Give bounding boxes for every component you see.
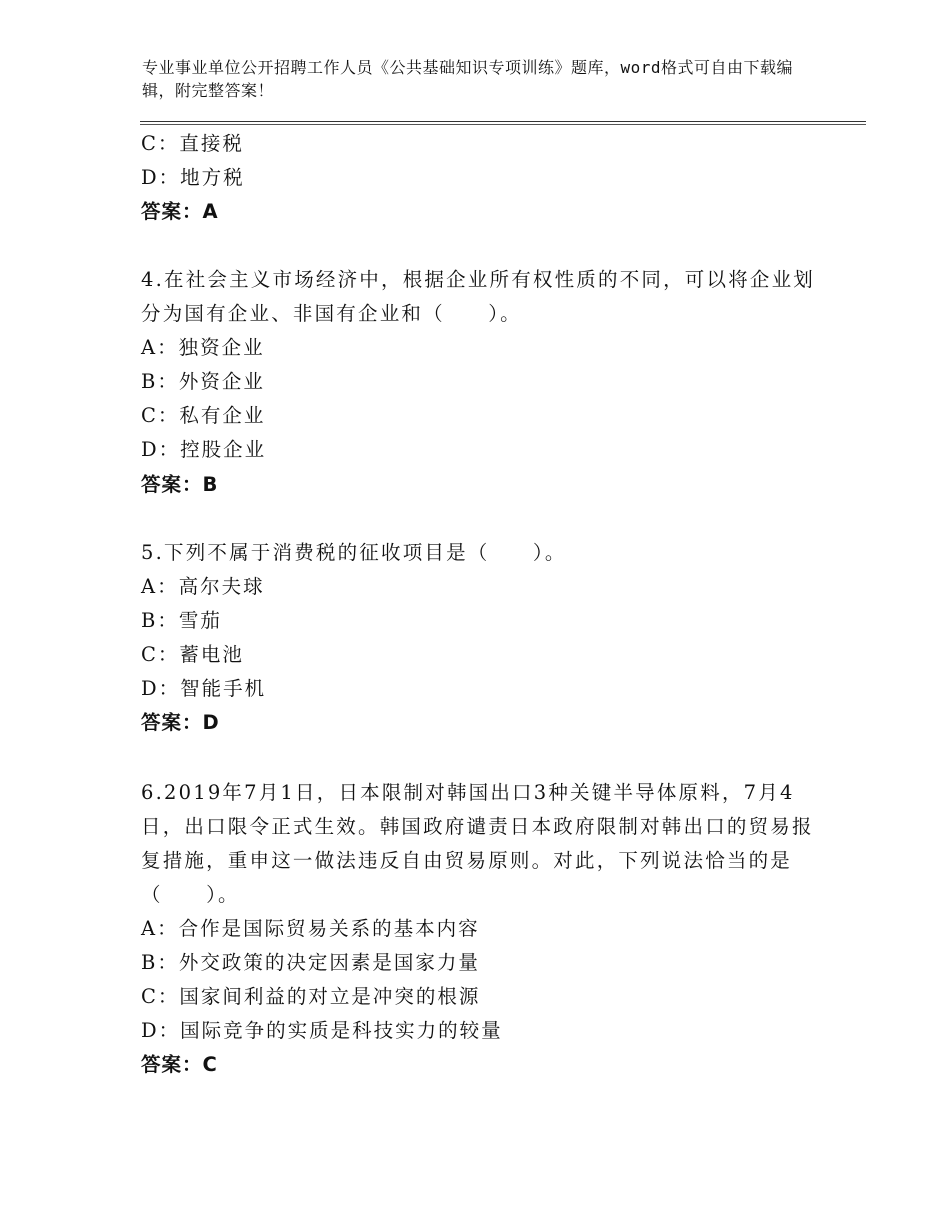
option-a: A：独资企业 [141,336,265,359]
answer: 答案：B [141,473,219,496]
question-6-text: 6.2019年7月1日，日本限制对韩国出口3种关键半导体原料，7月4日，出口限令正式生效。韩国政府谴责日本政府限制对韩出口的贸易报复措施，重申这一做法违反自由贸易原则。对此，下列说法恰当的是（ ）。 [141,781,814,906]
header-rule-top [140,121,866,122]
option-d: D：控股企业 [141,438,267,461]
option-b: B：雪茄 [141,609,222,632]
answer: 答案：C [141,1053,218,1076]
option-d: D：智能手机 [141,677,267,700]
answer: 答案：D [141,711,220,734]
option-c: C：私有企业 [141,404,266,427]
option-d: D：国际竞争的实质是科技实力的较量 [141,1019,503,1042]
header-rule-bottom [140,124,866,125]
answer: 答案：A [141,200,219,223]
option-a: A：合作是国际贸易关系的基本内容 [141,917,480,940]
option-c: C：直接税 [141,132,244,155]
option-b: B：外交政策的决定因素是国家力量 [141,951,480,974]
option-b: B：外资企业 [141,370,265,393]
option-c: C：国家间利益的对立是冲突的根源 [141,985,481,1008]
option-c: C：蓄电池 [141,643,244,666]
option-a: A：高尔夫球 [141,575,265,598]
question-4-text: 4.在社会主义市场经济中，根据企业所有权性质的不同，可以将企业划分为国有企业、非国有企业和（ ）。 [141,268,816,325]
question-5-text: 5.下列不属于消费税的征收项目是（ ）。 [141,541,567,564]
page-header: 专业事业单位公开招聘工作人员《公共基础知识专项训练》题库，word格式可自由下载编辑，附完整答案！ [142,58,794,100]
option-d: D：地方税 [141,166,245,189]
